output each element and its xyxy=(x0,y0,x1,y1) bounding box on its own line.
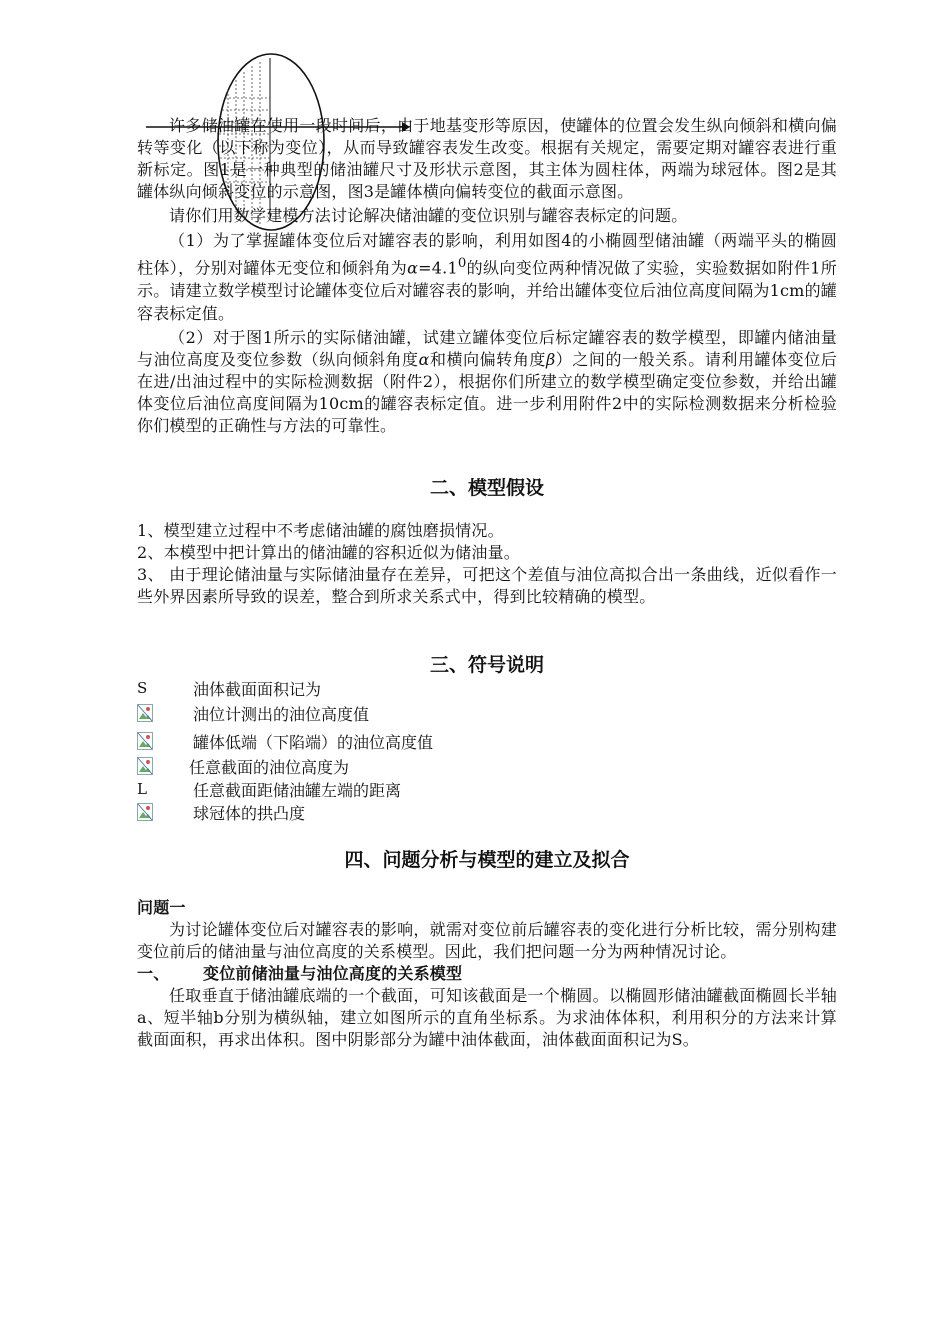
intro-paragraph-2: 请你们用数学建模方法讨论解决储油罐的变位识别与罐容表标定的问题。 xyxy=(169,206,688,225)
symbol-desc: 球冠体的拱凸度 xyxy=(193,803,306,823)
broken-image-icon xyxy=(137,803,153,821)
assumption-item-2: 2、本模型中把计算出的储油罐的容积近似为储油量。 xyxy=(137,543,520,562)
symbol-row-4 xyxy=(137,754,349,778)
section-2-title: 二、模型假设 xyxy=(429,477,544,499)
symbol-desc: 任意截面距储油罐左端的距离 xyxy=(193,780,402,800)
question-2-text-mid: 和横向偏转角度 xyxy=(429,350,546,370)
assumptions-list xyxy=(137,520,837,608)
symbol-row-2 xyxy=(137,701,369,725)
section-4-body xyxy=(137,897,837,1051)
question-1-text-a: （1）为了掌握罐体变位后对罐容表的影响，利用如图4的小椭圆型储油罐（两端平头的椭圆柱体），分别对罐体无变位和倾斜角为 xyxy=(137,231,837,278)
alpha-value: =4.1 xyxy=(418,258,458,278)
question-1-paragraph xyxy=(137,229,837,325)
assumption-item-1: 1、模型建立过程中不考虑储油罐的腐蚀磨损情况。 xyxy=(137,521,504,540)
broken-image-icon xyxy=(137,732,153,750)
symbol-label: S xyxy=(137,679,148,697)
broken-image-icon xyxy=(137,757,153,775)
question-1-text-b: 的纵向变位两种情况做了实验，实验数据如附件1所示。请建立数学模型讨论罐体变位后对罐容表的影响，并给出罐体变位后油位高度间隔为1cm的罐容表标定值。 xyxy=(137,258,838,324)
alpha-symbol-2: α xyxy=(418,350,430,370)
subsection-heading xyxy=(137,963,837,985)
problem-label: 问题一 xyxy=(137,898,186,917)
symbol-desc: 罐体低端（下陷端）的油位高度值 xyxy=(193,732,434,752)
alpha-symbol: α xyxy=(407,258,419,278)
question-2-text-a: （2）对于图1所示的实际储油罐，试建立罐体变位后标定罐容表的数学模型，即罐内储油量与油位高度及变位参数（纵向倾斜角度 xyxy=(137,328,837,370)
symbol-row-s xyxy=(137,676,321,700)
intro-paragraph-1: 许多储油罐在使用一段时间后，由于地基变形等原因，使罐体的位置会发生纵向倾斜和横向偏转等变化（以下称为变位），从而导致罐容表发生改变。根据有关规定，需要定期对罐容表进行重新标定。图1是一种典型的储油罐尺寸及形状示意图，其主体为圆柱体，两端为球冠体。图2是其罐体纵向倾斜变位的示意图，图3是罐体横向偏转变位的截面示意图。 xyxy=(137,116,837,201)
broken-image-icon xyxy=(137,704,153,722)
question-2-text-b: ）之间的一般关系。请利用罐体变位后在进/出油过程中的实际检测数据（附件2），根据你们所建立的数学模型确定变位参数，并给出罐体变位后油位高度间隔为10cm的罐容表标定值。进一步利用附件2中的实际检测数据来分析检验你们模型的正确性与方法的可靠性。 xyxy=(137,350,838,436)
symbol-desc: 油体截面面积记为 xyxy=(193,679,322,699)
intro-block xyxy=(137,115,837,437)
section-3-title: 三、符号说明 xyxy=(429,654,544,676)
symbol-label: L xyxy=(137,780,147,798)
subsection-number: 一、 xyxy=(137,964,170,983)
symbol-desc: 任意截面的油位高度为 xyxy=(189,757,350,777)
question-2-paragraph xyxy=(137,327,837,437)
symbol-row-l xyxy=(137,777,401,801)
subsection-title: 变位前储油量与油位高度的关系模型 xyxy=(203,964,463,983)
degree-mark: 0 xyxy=(457,256,467,271)
section-4-paragraph-2: 任取垂直于储油罐底端的一个截面，可知该截面是一个椭圆。以椭圆形储油罐截面椭圆长半轴a、短半轴b分别为横纵轴，建立如图所示的直角坐标系。为求油体体积，利用积分的方法来计算截面面积，再求出体积。图中阴影部分为罐中油体截面，油体截面面积记为S。 xyxy=(137,986,837,1049)
symbol-row-6 xyxy=(137,800,305,824)
symbol-desc: 油位计测出的油位高度值 xyxy=(193,704,370,724)
symbol-row-3 xyxy=(137,729,433,753)
section-4-title: 四、问题分析与模型的建立及拟合 xyxy=(344,849,630,871)
beta-symbol: β xyxy=(545,350,556,370)
section-4-paragraph-1: 为讨论罐体变位后对罐容表的影响，就需对变位前后罐容表的变化进行分析比较，需分别构建变位前后的储油量与油位高度的关系模型。因此，我们把问题一分为两种情况讨论。 xyxy=(137,920,837,961)
assumption-item-3: 3、 由于理论储油量与实际储油量存在差异，可把这个差值与油位高拟合出一条曲线，近似看作一些外界因素所导致的误差，整合到所求关系式中，得到比较精确的模型。 xyxy=(137,565,837,606)
